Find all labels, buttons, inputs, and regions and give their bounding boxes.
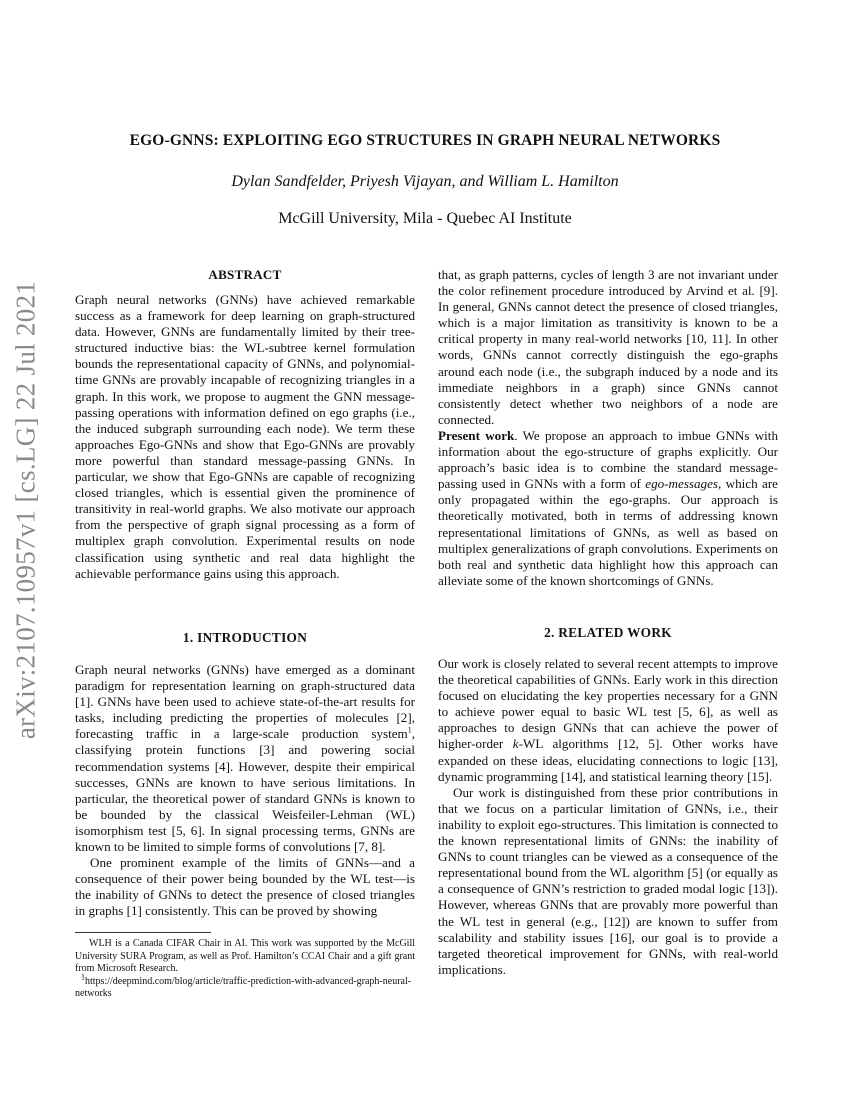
abstract-heading: ABSTRACT xyxy=(208,267,282,282)
present-work-label: Present work xyxy=(438,427,515,443)
present-work-text-b: , which are only propagated within the ego-graphs. Our approach is theoretically motivated, both in terms of addressing known representational limitations of GNNs, as well as based on multiplex generalizations of graph convolutions. Experiments on both real and synthetic data highlight how this approach can alleviate some of the known shortcomings of GNNs. xyxy=(438,476,778,588)
intro-p1-text-a: Graph neural networks (GNNs) have emerged as a dominant paradigm for representation learning on graph-structured data [1]. GNNs have been used to achieve state-of-the-art results for tasks, including predicting the properties of molecules [2], forecasting traffic in a large-scale production system xyxy=(75,662,415,742)
abstract-paragraph: Graph neural networks (GNNs) have achieved remarkable success as a framework for deep learning on graph-structured data. However, GNNs are fundamentally limited by their tree-structured inductive bias: the WL-subtree kernel formulation bounds the representational capacity of GNNs, and polynomial-time GNNs are provably incapable of recognizing triangles in a graph. In this work, we propose to augment the GNN message-passing operations with information defined on ego graphs (i.e., the induced subgraph surrounding each node). We term these approaches Ego-GNNs and show that Ego-GNNs are provably more powerful than standard message-passing GNNs. In particular, we show that Ego-GNNs are capable of recognizing closed triangles, which is essential given the prominence of transitivity in real-world graphs. We also motivate our approach from the perspective of graph signal processing as a form of multiplex graph convolution. Experimental results on node classification using synthetic and real data highlight the achievable performance gains using this approach. xyxy=(75,292,415,581)
intro-paragraph-1 xyxy=(75,662,415,855)
related-work-body xyxy=(438,656,778,978)
introduction-body-left xyxy=(75,662,415,920)
related-paragraph-1 xyxy=(438,656,778,785)
related-paragraph-2: Our work is distinguished from these prior contributions in that we focus on a particular limitation of GNNs, i.e., their inability to exploit ego-structures. This limitation is connected to the known representational limits of GNNs: the inability of GNNs to count triangles can be viewed as a consequence of the representational bound from the WL algorithm [5] (or equally as a consequence of GNN’s restriction to graded modal logic [13]). However, whereas GNNs that are provably more powerful than the WL test in general (e.g., [12]) are known to suffer from scalability and stability issues [16], our goal is to provide a targeted theoretical improvement for GNNs, with real-world implications. xyxy=(438,784,778,977)
intro-paragraph-2: One prominent example of the limits of GNNs—and a consequence of their power being bounded by the WL test—is the inability of GNNs to detect the presence of closed triangles in graphs [1] consistently. This can be proved by showing xyxy=(75,855,415,919)
footnotes xyxy=(75,938,415,1001)
footnote-ref-1[interactable]: 1 xyxy=(407,726,412,736)
introduction-body-right xyxy=(438,267,778,589)
arxiv-identifier-stamp[interactable] xyxy=(6,280,46,740)
intro-p3-text-b: are not invariant under the color refinement procedure introduced by Arvind et al. [9]. In general, GNNs cannot detect the presence of closed triangles, which is a major limitation as transitivity is known to be a critical property in many real-world networks [10, 11]. In other words, GNNs cannot correctly distinguish the ego-graphs around each node (i.e., the subgraph induced by a node and its immediate neighbors in a graph) since GNNs cannot consistently detect whether two neighbors of a node are connected. xyxy=(438,267,778,427)
present-work-paragraph xyxy=(438,428,778,589)
paper-authors: Dylan Sandfelder, Priyesh Vijayan, and William L. Hamilton xyxy=(231,173,619,190)
related-p1-text-b: -WL algorithms [12, 5]. Other works have expanded on these ideas, elucidating connections to logic [13], dynamic programming [14], and statistical learning theory [15]. xyxy=(438,736,778,784)
footnote-1 xyxy=(75,972,415,1001)
arxiv-identifier-text[interactable]: arXiv:2107.10957v1 [cs.LG] 22 Jul 2021 xyxy=(10,280,41,740)
footnote-divider xyxy=(75,932,211,933)
abstract-body xyxy=(75,292,415,582)
paper-affiliation: McGill University, Mila - Quebec AI Institute xyxy=(278,210,572,227)
present-work-ego-messages: ego-messages xyxy=(645,476,719,492)
related-p1-text-a: Our work is closely related to several recent attempts to improve the theoretical capabilities of GNNs. Early work in this direction focused on elucidating the key properties necessary for a GNN to achieve power equal to basic WL test [5, 6], as well as approaches to design GNNs that can achieve the power of higher-order xyxy=(438,656,778,752)
intro-paragraph-3 xyxy=(438,267,778,428)
present-work-text-a: . We propose an approach to imbue GNNs with information about the ego-structure of graphs explicitly. Our approach’s basic idea is to combine the standard message-passing used in GNNs with a form of xyxy=(438,427,778,492)
introduction-heading: 1. INTRODUCTION xyxy=(182,630,308,645)
footnote-funding: WLH is a Canada CIFAR Chair in AI. This work was supported by the McGill University SURA Program, as well as Prof. Hamilton’s CCAI Chair and a gift grant from Microsoft Research. xyxy=(75,938,415,975)
related-work-heading: 2. RELATED WORK xyxy=(544,625,672,640)
paper-title: EGO-GNNS: EXPLOITING EGO STRUCTURES IN GRAPH NEURAL NETWORKS xyxy=(129,132,721,149)
intro-p3-text-a: that, as graph patterns, cycles of length xyxy=(438,267,648,282)
intro-p3-math: 3 xyxy=(647,267,655,282)
related-p1-k: k xyxy=(512,736,519,752)
footnote-1-url[interactable]: https://deepmind.com/blog/article/traffic-prediction-with-advanced-graph-neural-networks xyxy=(75,975,412,1000)
footnote-1-mark: 1 xyxy=(81,972,85,982)
intro-p1-text-b: , classifying protein functions [3] and powering social recommendation systems [4]. However, despite their empirical successes, GNNs are known to have serious limitations. In particular, the theoretical power of standard GNNs is known to be bounded by the classical Weisfeiler-Lehman (WL) isomorphism test [5, 6]. In signal processing terms, GNNs are known to be limited to simple forms of convolutions [7, 8]. xyxy=(75,726,415,855)
